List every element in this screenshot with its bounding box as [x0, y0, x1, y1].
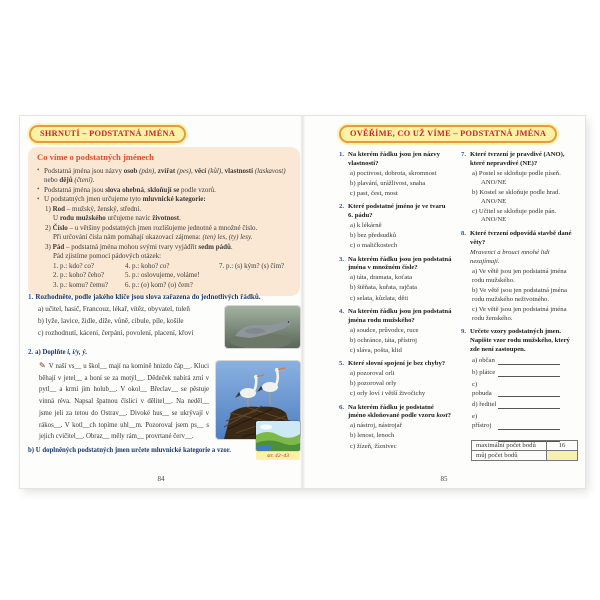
case-1: 1. p.: kdo? co?: [53, 261, 95, 270]
exercise-1-instruction: Rozhodněte, podle jakého klíče jsou slova zařazena do jednotlivých řádků.: [35, 293, 261, 301]
option: b) lenost, lenoch: [350, 432, 395, 440]
option: c) o maličkostech: [350, 242, 398, 250]
fill-item: b) plátce: [470, 369, 579, 378]
summary-title: Co víme o podstatných jménech: [37, 152, 154, 162]
question-9: 9. Určete vzory podstatných jmen. Napište vzor rodu mužského, který zde není zastoupen. a) občan b) plátce c) pobuda d) ředitel e) přístroj: [461, 328, 579, 442]
option: a) táta, dramata, koťata: [350, 274, 413, 282]
option: b) ochránce, táta, přístroj: [350, 336, 418, 344]
question-3: 3. Na kterém řádku jsou jen podstatná jména v množném čísle? a) táta, dramata, koťata b) štěňata, kuřata, rajčata c) selata, kůzlata, děti: [339, 255, 452, 302]
answer-blank: [498, 401, 560, 409]
option: b) štěňata, kuřata, rajčata: [350, 284, 418, 292]
question-8: 8. Které tvrzení odpovídá stavbě dané věty? Mravenci a brouci mnohé lidi nezajímají. a) Ve větě jsou jen podstatná jména rodu mužského. b) Ve větě jsou jen podstatná jména rodu mužského neživotného. c) Ve větě jsou jen podstatná jména rodu ženského.: [461, 230, 579, 324]
option: c) žízeň, žíznivec: [350, 442, 397, 450]
option: a) nástroj, nástrojař: [350, 422, 402, 430]
option: a) Postel se skloňuje podle píseň. ANO/NE: [470, 170, 579, 188]
question-4: 4. Na kterém řádku jsou jen podstatná jména rodu mužského? a) soudce, průvodce, ruce b) ochránce, táta, přístroj c) sláva, pošta, klid: [339, 307, 452, 354]
seal-photo: [225, 306, 300, 348]
case-7: 7. p.: (s) kým? (s) čím?: [219, 261, 285, 270]
fill-item: d) ředitel: [470, 401, 579, 410]
answer-blank: [498, 381, 560, 398]
summary-bullet-3: • U podstatných jmen určujeme tyto mluvnické kategorie:: [37, 195, 291, 205]
option: b) pozoroval orly: [350, 380, 397, 388]
book-spread: [20, 116, 585, 488]
option: c) past, čest, most: [350, 189, 398, 197]
score-my-value: [547, 451, 578, 461]
option: c) Ve větě jsou jen podstatná jména rodu ženského.: [472, 305, 567, 322]
option: a) Ve větě jsou jen podstatná jména rodu mužského.: [472, 268, 567, 285]
case-questions-grid: [37, 262, 291, 291]
question-5: 5. Které slovní spojení je bez chyby? a) pozoroval orli b) pozoroval orly c) orly loví i větší živočichy: [339, 360, 452, 399]
score-max-value: 16: [547, 441, 578, 451]
fill-item: c) pobuda: [470, 381, 579, 399]
answer-blank: [498, 357, 560, 365]
option: b) plavání, urážlivost, snaha: [350, 179, 426, 187]
case-6: 6. p.: (o) kom? (o) čem?: [125, 280, 193, 289]
category-rod-note: U rodu mužského určujeme navíc životnost.: [53, 214, 181, 223]
case-4: 4. p.: koho? co?: [125, 261, 170, 270]
option: c) sláva, pošta, klid: [350, 346, 402, 354]
option: a) poctivost, dobrota, skromnost: [350, 169, 437, 177]
exercise-2-number: 2.: [28, 349, 34, 356]
question-2: 2. Které podstatné jméno je ve tvaru 6. pádu? a) k lékárně b) bez předsudků c) o maličkostech: [339, 203, 452, 251]
category-rod: 1) Rod – mužský, ženský, střední.: [45, 204, 142, 213]
right-heading-ribbon: OVĚŘÍME, CO UŽ VÍME – PODSTATNÁ JMÉNA: [339, 125, 557, 143]
quiz-column-2: [461, 151, 579, 456]
exercise-1-row-a: a) učitel, hasič, Francouz, lékař, vítěz, obyvatel, tuleň: [38, 305, 190, 314]
ano-ne-choice: ANO/NE: [481, 216, 507, 224]
option: a) pozoroval orli: [350, 370, 395, 378]
score-my-label: můj počet bodů: [472, 451, 547, 461]
category-pad: 3) Pád – podstatná jména mohou svými tvary vyjádřit sedm pádů.: [45, 242, 233, 251]
case-2: 2. p.: koho? čeho?: [53, 271, 105, 280]
table-row: [472, 441, 578, 451]
answer-blank: [498, 369, 560, 377]
option: c) selata, kůzlata, děti: [350, 294, 409, 302]
fill-in-text: V naší vs__ u škol__ mají na komíně hnízdo čáp__. Kluci běhají v jetel__ a honí se za motýl__. Dědeček nabírá zrní v pytl__ a krmí jim holub__. V okol__ Břeclav__ se pěstuje vinná réva. Napsal špatnou číslici v dělitel__. Na neděl__ jsme jeli za tetou do Ostrav__. Divoké hus__ se ukrývají v rákos__. V kotl__ch topíme uhl__m. Pozoroval jsem ps__ s jejich cvičitel__. Obraz__ měly rám__ provrtané červ__.: [39, 363, 209, 441]
category-cislo: 2) Číslo – u většiny podstatných jmen rozlišujeme jednotné a množné číslo.: [45, 223, 258, 232]
question-7: 7. Které tvrzení je pravdivé (ANO), které nepravdivé (NE)? a) Postel se skloňuje podle píseň. ANO/NE b) Kostel se skloňuje podle hrad. ANO/NE c) Učitel se skloňuje podle pán. ANO/NE: [461, 151, 579, 225]
option: c) orly loví i větší živočichy: [350, 390, 426, 398]
exercise-2b-instruction: b) U doplněných podstatných jmen určete mluvnické kategorie a vzor.: [28, 447, 231, 455]
answer-blank: [498, 413, 560, 430]
exercise-1-row-c: c) rozhodnutí, kácení, čerpání, povolení, placení, křoví: [38, 329, 194, 338]
option: b) Kostel se skloňuje podle hrad. ANO/NE: [470, 189, 579, 207]
option: c) Učitel se skloňuje podle pán. ANO/NE: [470, 208, 579, 226]
summary-box: [28, 147, 300, 296]
example-sentence: Mravenci a brouci mnohé lidi nezajímají.: [470, 249, 550, 265]
option: a) k lékárně: [350, 222, 382, 230]
page-left: [20, 116, 302, 488]
pencil-icon: ✎: [39, 361, 46, 370]
exercise-2a-instruction: a) Doplňte i, í/y, ý.: [35, 349, 88, 356]
score-table: [471, 440, 578, 461]
page-number-right: 85: [440, 475, 448, 483]
left-heading-ribbon: SHRNUTÍ – PODSTATNÁ JMÉNA: [29, 125, 186, 143]
ano-ne-choice: ANO/NE: [481, 197, 507, 205]
fill-item: e) přístroj: [470, 413, 579, 431]
option: a) soudce, průvodce, ruce: [350, 326, 419, 334]
reference-thumbnail: [256, 421, 300, 460]
exercise-1-row-b: b) lyže, lavice, židle, díže, vůně, cibule, píle, košile: [38, 317, 184, 326]
fill-item: a) občan: [470, 357, 579, 366]
page-right: [303, 116, 585, 488]
case-5: 5. p.: oslovujeme, voláme!: [125, 271, 200, 280]
ano-ne-choice: ANO/NE: [481, 178, 507, 186]
case-3: 3. p.: komu? čemu?: [53, 280, 109, 289]
question-6: 6. Na kterém řádku je podstatné jméno skloňované podle vzoru kost? a) nástroj, nástrojař b) lenost, lenoch c) žízeň, žíznivec: [339, 403, 451, 450]
quiz-column-1: [339, 151, 452, 456]
summary-bullet-2: • Podstatná jména jsou slova ohebná, skloňují se podle vzorů.: [37, 186, 291, 196]
category-cislo-note: Při určování čísla nám pomáhají ukazovací zájmena: (ten) les, (ty) lesy.: [53, 233, 253, 242]
question-1: 1. Na kterém řádku jsou jen názvy vlastností? a) poctivost, dobrota, skromnost b) plavání, urážlivost, snaha c) past, čest, most: [339, 151, 452, 199]
exercise-1-number: 1.: [28, 293, 34, 301]
page-number-left: 84: [157, 475, 165, 483]
table-row: [472, 451, 578, 461]
summary-bullet-1: • Podstatná jména jsou názvy osob (pán), zvířat (pes), věcí (kůl), vlastností (laskavost) nebo dějů (čtení).: [37, 167, 291, 186]
option: b) bez předsudků: [350, 232, 397, 240]
score-max-label: maximální počet bodů: [472, 441, 547, 451]
reference-page-label: str. 42–43: [256, 452, 300, 460]
option: b) Ve větě jsou jen podstatná jména rodu mužského neživotného.: [472, 287, 567, 303]
category-pad-note: Pád zjistíme pomocí pádových otázek:: [53, 252, 162, 261]
